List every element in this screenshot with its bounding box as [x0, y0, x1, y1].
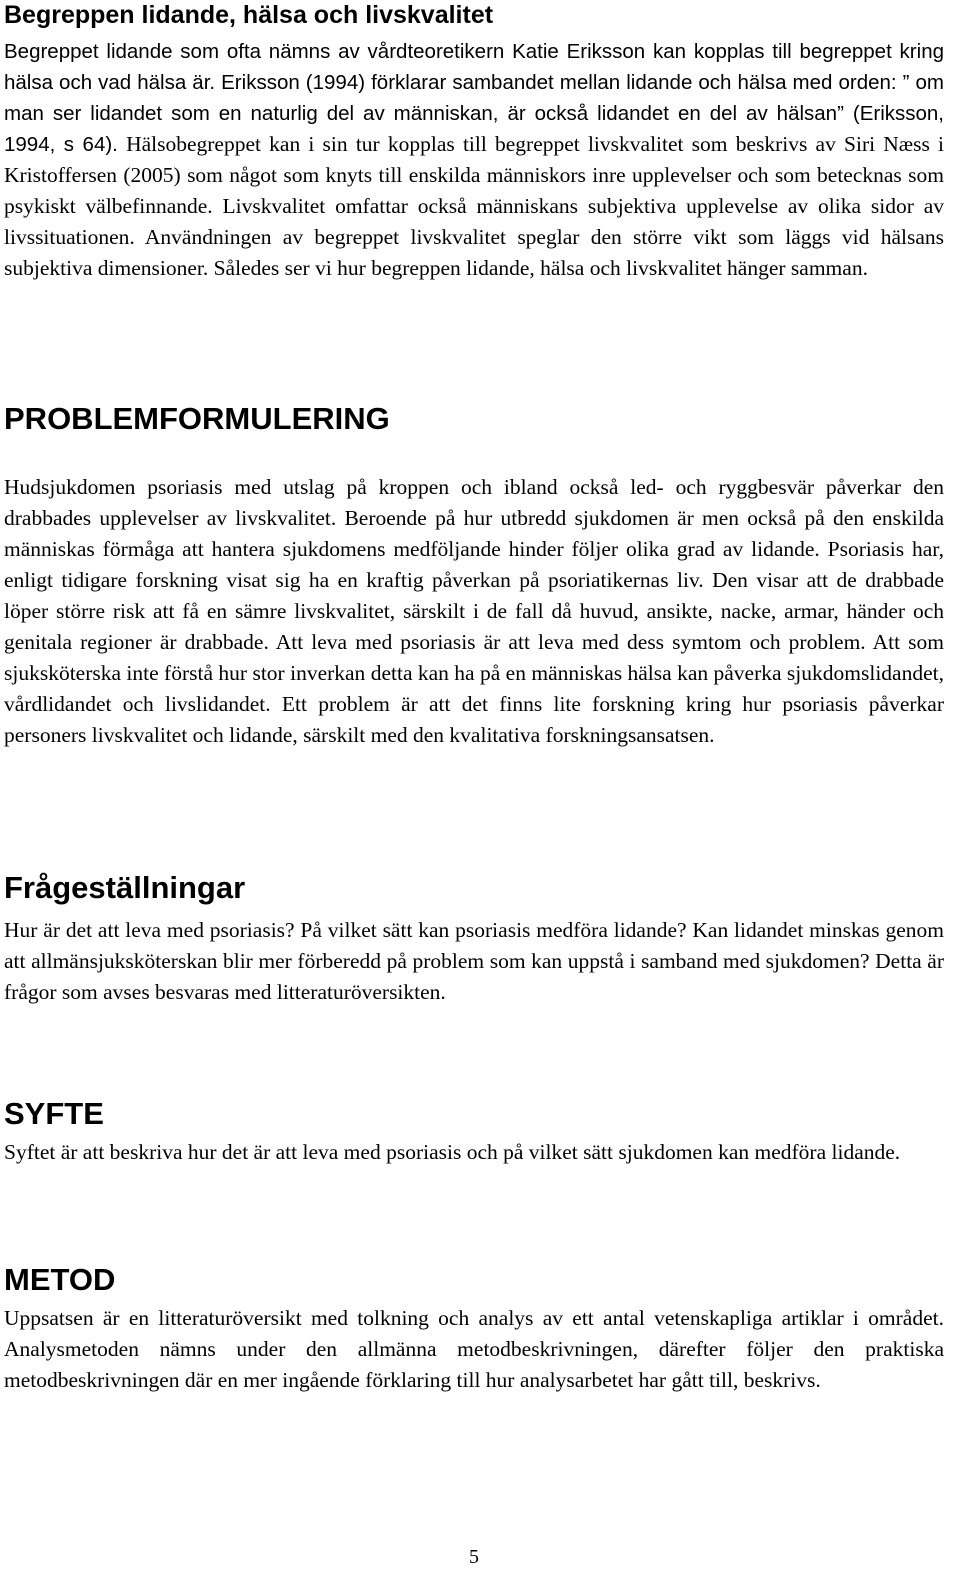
section-heading: SYFTE [4, 1096, 104, 1131]
section-begreppen [4, 0, 944, 284]
section-syfte [4, 1095, 944, 1168]
page-number: 5 [469, 1546, 479, 1568]
section-paragraph: Syftet är att beskriva hur det är att leva med psoriasis och på vilket sätt sjukdomen kan medföra lidande. [4, 1140, 901, 1164]
section-paragraph: Uppsatsen är en litteraturöversikt med tolkning och analys av ett antal vetenskapliga artiklar i området. Analysmetoden nämns under den allmänna metodbeskrivningen, därefter följer den praktiska metodbeskrivningen där en mer ingående förklaring till hur analysarbetet har gått till, beskrivs. [4, 1306, 944, 1392]
section-heading: PROBLEMFORMULERING [4, 401, 390, 436]
section-heading: METOD [4, 1262, 116, 1297]
paragraph-sans-part: Begreppet lidande som ofta nämns av vårdteoretikern Katie Eriksson kan kopplas till begreppet kring hälsa och vad hälsa är. Eriksson (1994) förklarar sambandet mellan lidande och hälsa med orden: ” om man ser lidandet som en naturlig del av människan, är också lidandet en del av hälsan” (Eriksson, 1994, s 64). [4, 40, 944, 156]
section-problemformulering [4, 400, 944, 751]
section-paragraph: Hudsjukdomen psoriasis med utslag på kroppen och ibland också led- och ryggbesvär påverkar den drabbades upplevelser av livskvalitet. Beroende på hur utbredd sjukdomen är men också på den enskilda människas förmåga att hantera sjukdomens medföljande hinder följer olika grad av lidande. Psoriasis har, enligt tidigare forskning visat sig ha en kraftig påverkan på psoriatikernas liv. Den visar att de drabbade löper större risk att få en sämre livskvalitet, särskilt i de fall då huvud, ansikte, nacke, armar, händer och genitala regioner är drabbade. Att leva med psoriasis är att leva med dess symtom och problem. Att som sjuksköterska inte förstå hur stor inverkan detta kan ha på en människas hälsa kan påverka sjukdomslidandet, vårdlidandet och livslidandet. Ett problem är att det finns lite forskning kring hur psoriasis påverkar personers livskvalitet och lidande, särskilt med den kvalitativa forskningsansatsen. [4, 475, 944, 747]
section-heading: Begreppen lidande, hälsa och livskvalitet [4, 1, 494, 29]
section-paragraph [4, 36, 944, 284]
paragraph-serif-part: Hälsobegreppet kan i sin tur kopplas till begreppet livskvalitet som beskrivs av Siri Næss i Kristoffersen (2005) som något som knyts till enskilda människors inre upplevelser och som betecknas som psykiskt välbefinnande. Livskvalitet omfattar också människans subjektiva upplevelse av olika sidor av livssituationen. Användningen av begreppet livskvalitet speglar den större vikt som läggs vid hälsans subjektiva dimensioner. Således ser vi hur begreppen lidande, hälsa och livskvalitet hänger samman. [4, 132, 945, 280]
section-metod [4, 1261, 944, 1396]
section-fragestallningar [4, 869, 944, 1008]
section-heading: Frågeställningar [4, 870, 246, 905]
section-paragraph: Hur är det att leva med psoriasis? På vilket sätt kan psoriasis medföra lidande? Kan lidandet minskas genom att allmänsjuksköterskan blir mer förberedd på problem som kan uppstå i samband med sjukdomen? Detta är frågor som avses besvaras med litteraturöversikten. [4, 918, 944, 1004]
